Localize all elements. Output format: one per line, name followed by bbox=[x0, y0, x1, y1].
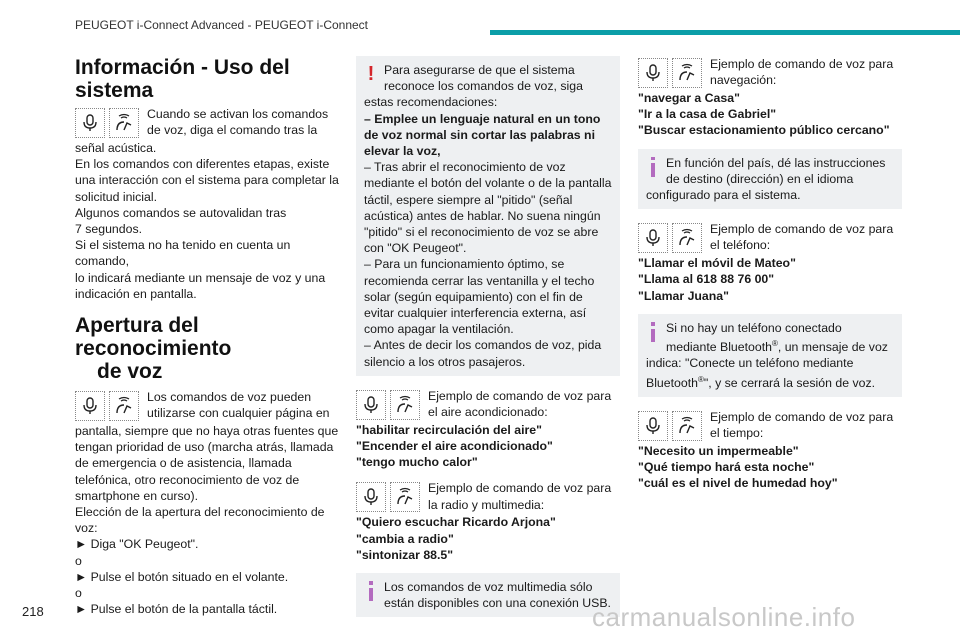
command-example: "cuál es el nivel de humedad hoy" bbox=[638, 476, 838, 491]
text-line: En los comandos con diferentes etapas, existe bbox=[75, 157, 330, 172]
microphone-icon bbox=[638, 58, 668, 88]
command-example: "Llama al 618 88 76 00" bbox=[638, 272, 775, 287]
microphone-icon bbox=[638, 223, 668, 253]
page-number: 218 bbox=[22, 604, 44, 619]
column-1 bbox=[75, 56, 343, 627]
voice-icons bbox=[638, 58, 706, 90]
microphone-icon bbox=[356, 390, 386, 420]
text-line: pantalla, siempre que no haya otras fuentes que bbox=[75, 424, 339, 439]
climate-example bbox=[356, 388, 620, 471]
info-note-text: En función del país, dé las instrucciones de destino (dirección) en el idioma configurado para el sistema. bbox=[646, 155, 886, 203]
info-note bbox=[638, 149, 902, 210]
text-line: lo indicará mediante un mensaje de voz y una bbox=[75, 270, 326, 285]
warning-intro: Para asegurarse de que el sistema reconoce los comandos de voz, siga estas recomendaciones: bbox=[364, 63, 583, 110]
text-line: Algunos comandos se autovalidan tras bbox=[75, 205, 287, 220]
text-line: utilizarse con cualquier página en bbox=[147, 406, 330, 421]
command-example: "Encender el aire acondicionado" bbox=[356, 439, 553, 454]
command-example: "Ir a la casa de Gabriel" bbox=[638, 107, 777, 122]
text-line: de emergencia o de asistencia, llamada bbox=[75, 456, 292, 471]
text-line: solicitud inicial. bbox=[75, 189, 158, 204]
voice-wheel-icon bbox=[672, 411, 702, 441]
text-line: o bbox=[75, 553, 82, 568]
phone-example bbox=[638, 221, 902, 304]
column-2 bbox=[356, 56, 620, 629]
command-example: "Llamar el móvil de Mateo" bbox=[638, 256, 796, 271]
text-line: de voz, diga el comando tras la bbox=[147, 123, 318, 138]
warning-note bbox=[356, 56, 620, 376]
voice-icons bbox=[75, 391, 143, 423]
command-example: "Quiero escuchar Ricardo Arjona" bbox=[356, 515, 556, 530]
warning-item: – Antes de decir los comandos de voz, pida silencio a los otros pasajeros. bbox=[364, 338, 602, 369]
voice-wheel-icon bbox=[390, 390, 420, 420]
voice-icons bbox=[638, 223, 706, 255]
text-line: Cuando se activan los comandos bbox=[147, 107, 329, 121]
info-paragraph bbox=[75, 106, 343, 302]
text-line: smartphone en curso). bbox=[75, 488, 199, 503]
text-line: Los comandos de voz pueden bbox=[147, 390, 312, 405]
voice-wheel-icon bbox=[672, 58, 702, 88]
list-item: ► Pulse el botón situado en el volante. bbox=[75, 569, 289, 584]
info-icon bbox=[646, 157, 660, 177]
command-example: "habilitar recirculación del aire" bbox=[356, 422, 542, 437]
section-title-opening: Apertura del reconocimiento de voz bbox=[75, 314, 232, 384]
voice-icons bbox=[356, 390, 424, 422]
weather-example bbox=[638, 409, 902, 492]
text-line: Si el sistema no ha tenido en cuenta un comando, bbox=[75, 238, 291, 269]
warning-item: – Para un funcionamiento óptimo, se recomienda cerrar las ventanilla y el techo solar (según equipamiento) con el fin de evitar cualquier interferencia externa, así como apagar la ventilación. bbox=[364, 257, 595, 337]
command-example: "Llamar Juana" bbox=[638, 288, 729, 303]
list-item: ► Pulse el botón de la pantalla táctil. bbox=[75, 602, 278, 617]
voice-wheel-icon bbox=[109, 108, 139, 138]
text-line: o bbox=[75, 586, 82, 601]
text-line: Elección de la apertura del reconocimiento de bbox=[75, 505, 325, 520]
info-note-text: Si no hay un teléfono conectado mediante Bluetooth®, un mensaje de voz indica: "Conecte un teléfono mediante Bluetooth®", y se cerrará la sesión de voz. bbox=[646, 320, 888, 390]
command-example: "Qué tiempo hará esta noche" bbox=[638, 460, 815, 475]
voice-icons bbox=[638, 411, 706, 443]
command-example: "sintonizar 88.5" bbox=[356, 547, 454, 562]
opening-paragraph bbox=[75, 389, 343, 617]
info-icon bbox=[646, 322, 660, 342]
nav-example bbox=[638, 56, 902, 139]
command-example: "tengo mucho calor" bbox=[356, 455, 478, 470]
voice-wheel-icon bbox=[390, 482, 420, 512]
warning-item: – Tras abrir el reconocimiento de voz mediante el botón del volante o de la pantalla táctil, espere siempre al "pitido" (señal acústica) antes de hablar. No suena ningún "pitido" si el reconocimiento de voz se abre con "OK Peugeot". bbox=[364, 160, 612, 256]
text-line: una interacción con el sistema para completar la bbox=[75, 173, 339, 188]
info-note-text: Los comandos de voz multimedia sólo están disponibles con una conexión USB. bbox=[384, 580, 611, 611]
voice-icons bbox=[356, 482, 424, 514]
example-intro: Ejemplo de comando de voz para el tiempo: bbox=[710, 409, 894, 441]
microphone-icon bbox=[638, 411, 668, 441]
voice-wheel-icon bbox=[109, 391, 139, 421]
watermark: carmanualsonline.info bbox=[592, 602, 856, 632]
microphone-icon bbox=[356, 482, 386, 512]
warning-item: – Emplee un lenguaje natural en un tono de voz normal sin cortar las palabras ni elevar la voz, bbox=[364, 111, 601, 159]
column-3 bbox=[638, 56, 902, 501]
warning-icon: ! bbox=[367, 63, 375, 85]
info-note bbox=[356, 573, 620, 617]
section-title-info: Información - Uso del sistema bbox=[75, 56, 290, 102]
text-line: tengan prioridad de uso (marcha atrás, llamada bbox=[75, 440, 334, 455]
running-header: PEUGEOT i-Connect Advanced - PEUGEOT i-Connect bbox=[75, 18, 369, 32]
radio-example bbox=[356, 480, 620, 563]
text-line: 7 segundos. bbox=[75, 222, 143, 237]
example-intro: Ejemplo de comando de voz para navegación: bbox=[710, 57, 894, 88]
command-example: "cambia a radio" bbox=[356, 531, 454, 546]
list-item: ► Diga "OK Peugeot". bbox=[75, 537, 199, 552]
info-icon bbox=[364, 581, 378, 601]
text-line: indicación en pantalla. bbox=[75, 286, 197, 301]
command-example: "navegar a Casa" bbox=[638, 91, 740, 105]
example-intro: Ejemplo de comando de voz para el teléfono: bbox=[710, 222, 894, 253]
example-intro: Ejemplo de comando de voz para el aire acondicionado: bbox=[428, 388, 612, 420]
text-line: señal acústica. bbox=[75, 141, 157, 155]
voice-icons bbox=[75, 108, 143, 140]
voice-wheel-icon bbox=[672, 223, 702, 253]
text-line: telefónica, otro reconocimiento de voz de bbox=[75, 472, 300, 487]
text-line: voz: bbox=[75, 521, 98, 536]
example-intro: Ejemplo de comando de voz para la radio y multimedia: bbox=[428, 481, 612, 512]
header-accent-bar bbox=[490, 30, 960, 35]
command-example: "Buscar estacionamiento público cercano" bbox=[638, 123, 890, 138]
command-example: "Necesito un impermeable" bbox=[638, 443, 799, 458]
info-note bbox=[638, 314, 902, 397]
microphone-icon bbox=[75, 108, 105, 138]
microphone-icon bbox=[75, 391, 105, 421]
